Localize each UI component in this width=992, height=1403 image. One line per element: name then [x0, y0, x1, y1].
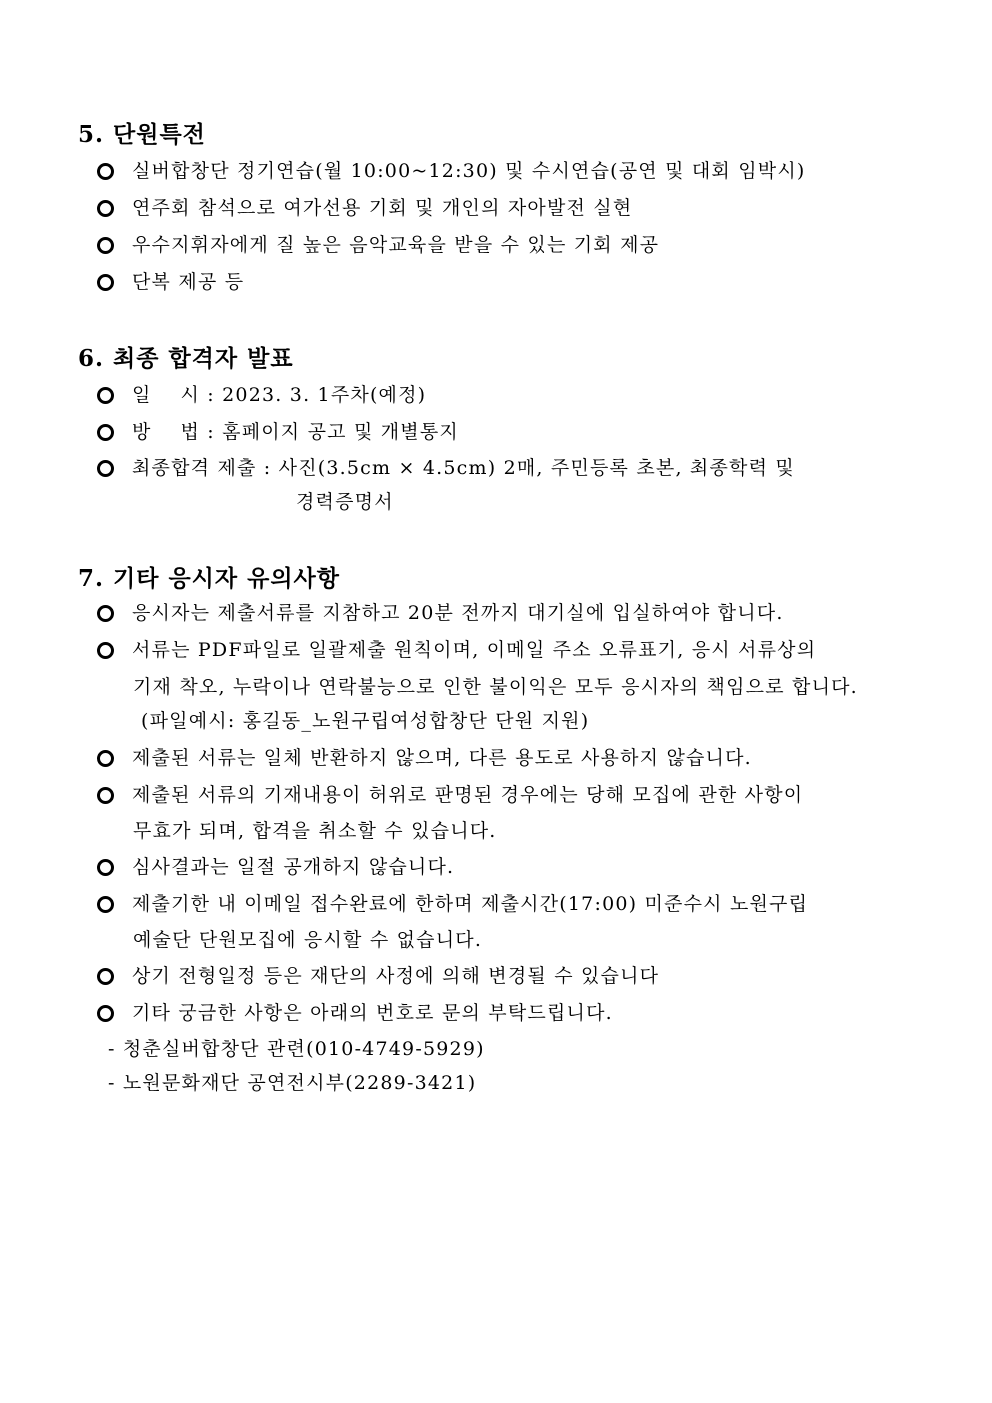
- circle-bullet-icon: [97, 200, 114, 217]
- circle-bullet-icon: [97, 859, 114, 876]
- circle-bullet-icon: [97, 642, 114, 659]
- circle-bullet-icon: [97, 750, 114, 767]
- section-title-final-announcement: 6. 최종 합격자 발표: [78, 345, 294, 372]
- contact-line: - 노원문화재단 공연전시부(2289-3421): [108, 1072, 477, 1094]
- list-item-continuation: 예술단 단원모집에 응시할 수 없습니다.: [133, 929, 483, 951]
- list-item-continuation: (파일예시: 홍길동_노원구립여성합창단 단원 지원): [141, 710, 590, 732]
- circle-bullet-icon: [97, 896, 114, 913]
- circle-bullet-icon: [97, 237, 114, 254]
- circle-bullet-icon: [97, 274, 114, 291]
- circle-bullet-icon: [97, 387, 114, 404]
- list-item-continuation: 기재 착오, 누락이나 연락불능으로 인한 불이익은 모두 응시자의 책임으로 합니다.: [133, 676, 858, 698]
- circle-bullet-icon: [97, 460, 114, 477]
- list-item-continuation: 경력증명서: [296, 491, 394, 513]
- circle-bullet-icon: [97, 424, 114, 441]
- circle-bullet-icon: [97, 163, 114, 180]
- contact-line: - 청춘실버합창단 관련(010-4749-5929): [108, 1038, 485, 1060]
- section-title-benefits: 5. 단원특전: [78, 121, 206, 148]
- circle-bullet-icon: [97, 605, 114, 622]
- document-page: 5. 단원특전 실버합창단 정기연습(월 10:00~12:30) 및 수시연습(공연 및 대회 임박시) 연주회 참석으로 여가선용 기회 및 개인의 자아발전 실현 우수지휘자에게 질 높은 음악교육을 받을 수 있는 기회 제공 단복 제공 등 6. 최종 합격자 발표 일 시 : 2023. 3. 1주차(예정) 방 법 : 홈페이지 공고 및 개별통지 최종합격 제출 : 사진(3.5cm × 4.5cm) 2매, 주민등록 초본, 최종학력 및 경력증명서 7. 기타 응시자 유의사항 응시자는 제출서류를 지참하고 20분 전까지 대기실에 입실하여야 합니다. 서류는 PDF파일로 일괄제출 원칙이며, 이메일 주소 오류표기, 응시 서류상의 기재 착오, 누락이나 연락불능으로 인한 불이익은 모두 응시자의 책임으로 합니다. (파일예시: 홍길동_노원구립여성합창단 단원 지원) 제출된 서류는 일체 반환하지 않으며, 다른 용도로 사용하지 않습니다. 제출된 서류의 기재내용이 허위로 판명된 경우에는 당해 모집에 관한 사항이 무효가 되며, 합격을 취소할 수 있습니다. 심사결과는 일절 공개하지 않습니다. 제출기한 내 이메일 접수완료에 한하며 제출시간(17:00) 미준수시 노원구립 예술단 단원모집에 응시할 수 없습니다. 상기 전형일정 등은 재단의 사정에 의해 변경될 수 있습니다 기타 궁금한 사항은 아래의 번호로 문의 부탁드립니다. - 청춘실버합창단 관련(010-4749-5929) - 노원문화재단 공연전시부(2289-3421): [0, 0, 992, 1403]
- circle-bullet-icon: [97, 787, 114, 804]
- section-title-notes: 7. 기타 응시자 유의사항: [78, 565, 340, 592]
- list-item-continuation: 무효가 되며, 합격을 취소할 수 있습니다.: [133, 820, 497, 842]
- circle-bullet-icon: [97, 1005, 114, 1022]
- circle-bullet-icon: [97, 968, 114, 985]
